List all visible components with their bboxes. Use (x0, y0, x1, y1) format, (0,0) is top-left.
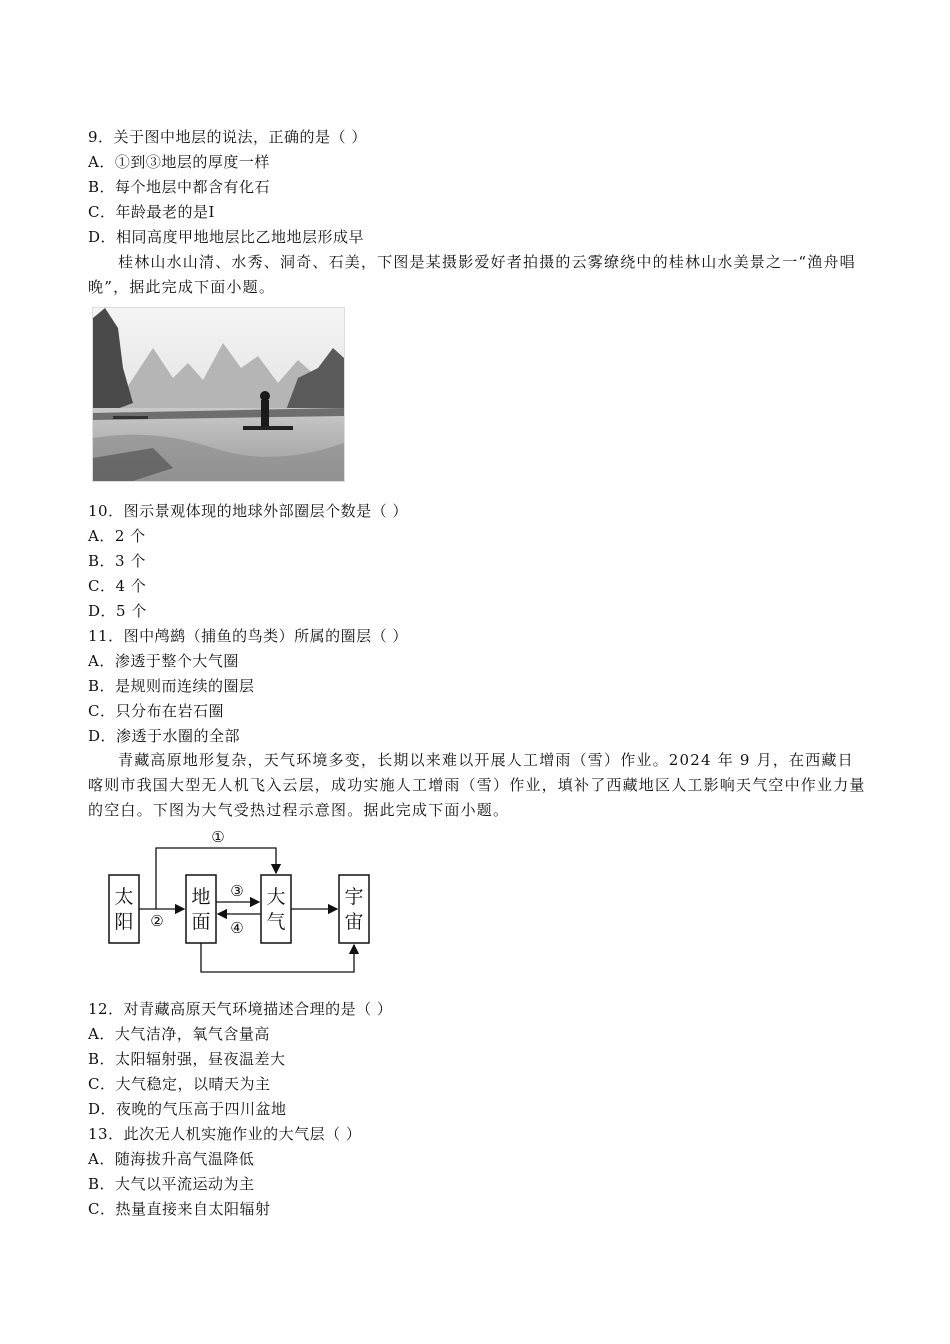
label-2: ② (150, 912, 164, 930)
q12-option-d: D．夜晚的气压高于四川盆地 (88, 1100, 287, 1118)
label-1: ① (211, 828, 225, 846)
q12-option-c: C．大气稳定，以晴天为主 (88, 1075, 271, 1093)
q9-option-b: B．每个地层中都含有化石 (88, 178, 271, 196)
atmosphere-heating-diagram (100, 822, 380, 982)
q11-stem: 11．图中鸬鹚（捕鱼的鸟类）所属的圈层（ ） (88, 627, 408, 645)
q11-option-d: D．渗透于水圈的全部 (88, 727, 241, 745)
arrow-ground-space (201, 943, 354, 972)
space-char-1: 宇 (344, 886, 364, 908)
passage-tibet: 青藏高原地形复杂，天气环境多变，长期以来难以开展人工增雨（雪）作业。2024 年 9 月，在西藏日喀则市我国大型无人机飞入云层，成功实施人工增雨（雪）作业，填补了西藏地区人工影响天气空中作业力量的空白。下图为大气受热过程示意图。据此完成下面小题。 (88, 751, 866, 819)
q11-option-b: B．是规则而连续的圈层 (88, 677, 255, 695)
sun-char-2: 阳 (114, 911, 134, 933)
q13-option-c: C．热量直接来自太阳辐射 (88, 1200, 271, 1218)
ground-char-2: 面 (191, 911, 211, 933)
q9-option-c: C．年龄最老的是Ⅰ (88, 203, 215, 221)
label-3: ③ (230, 882, 244, 900)
landscape-photo (92, 307, 345, 482)
q12-option-b: B．太阳辐射强，昼夜温差大 (88, 1050, 286, 1068)
ground-char-1: 地 (191, 886, 211, 908)
q13-option-a: A．随海拔升高气温降低 (88, 1150, 255, 1168)
q10-option-c: C．4 个 (88, 577, 147, 595)
space-char-2: 宙 (344, 911, 364, 933)
q10-option-a: A．2 个 (88, 527, 146, 545)
q13-stem: 13．此次无人机实施作业的大气层（ ） (88, 1125, 362, 1143)
q13-option-b: B．大气以平流运动为主 (88, 1175, 255, 1193)
atmos-char-1: 大 (266, 886, 286, 908)
q12-option-a: A．大气洁净，氧气含量高 (88, 1025, 270, 1043)
q9-option-d: D．相同高度甲地地层比乙地地层形成早 (88, 228, 365, 246)
q10-option-b: B．3 个 (88, 552, 146, 570)
atmos-char-2: 气 (266, 911, 286, 933)
sun-char-1: 太 (114, 886, 134, 908)
q9-option-a: A．①到③地层的厚度一样 (88, 153, 270, 171)
q11-option-a: A．渗透于整个大气圈 (88, 652, 239, 670)
passage-guilin: 桂林山水山清、水秀、洞奇、石美，下图是某摄影爱好者拍摄的云雾缭绕中的桂林山水美景之一“渔舟唱晚”，据此完成下面小题。 (88, 253, 856, 296)
q12-stem: 12．对青藏高原天气环境描述合理的是（ ） (88, 1000, 393, 1018)
q10-option-d: D．5 个 (88, 602, 147, 620)
label-4: ④ (230, 919, 244, 937)
q11-option-c: C．只分布在岩石圈 (88, 702, 224, 720)
q10-stem: 10．图示景观体现的地球外部圈层个数是（ ） (88, 502, 408, 520)
q9-stem: 9．关于图中地层的说法，正确的是（ ） (88, 128, 367, 146)
